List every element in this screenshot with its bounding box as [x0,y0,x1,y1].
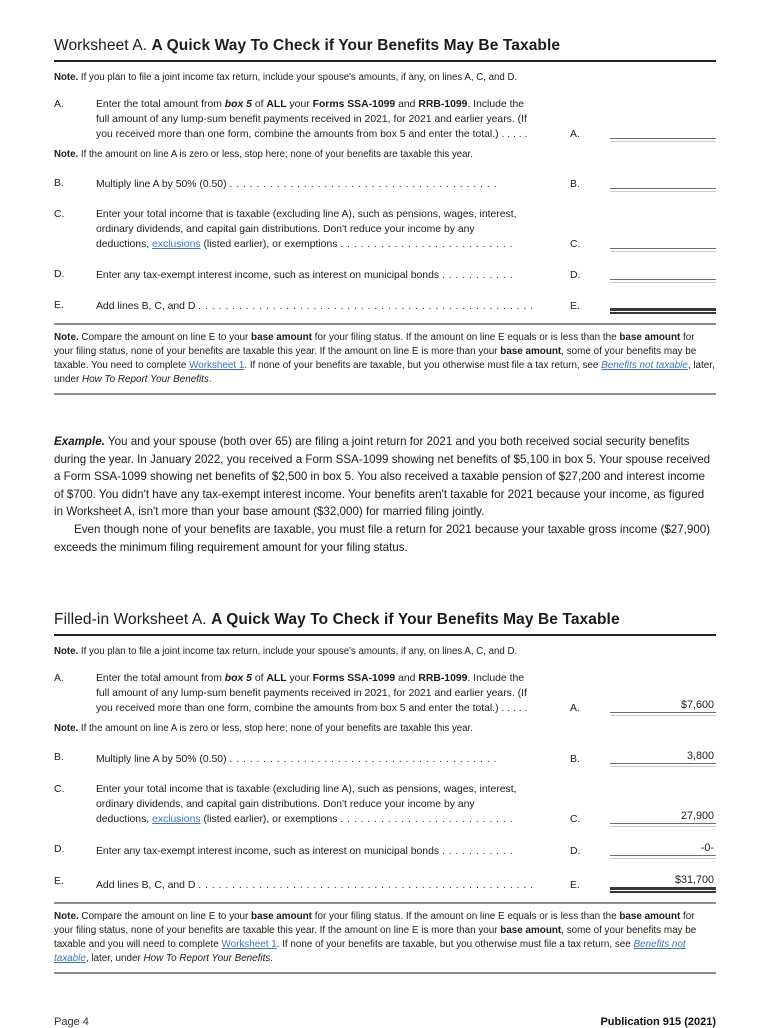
worksheet-rows [54,671,716,893]
entry-hairline [610,312,716,314]
line-b-value [610,176,716,189]
page-footer [54,1016,716,1028]
worksheet-title-main: A Quick Way To Check if Your Benefits May Be Taxable [151,37,561,54]
entry-hairline [610,766,716,767]
line-a-letter: A. [54,673,64,685]
line-a-letter-right: A. [570,129,580,140]
example-paragraph-2: Even though none of your benefits are taxable, you must file a return for 2021 because your taxable gross income ($27,900) exceeds the minimum filing requirement amount for your filing status. [54,522,711,554]
worksheet-1-link[interactable]: Worksheet 1 [189,360,245,371]
line-e-letter-right: E. [570,880,580,892]
line-d-letter-right: D. [570,270,581,281]
filled-worksheet-title [54,610,716,629]
line-c-letter-right: C. [570,239,581,250]
worksheet-line-d [54,842,716,859]
worksheet-line-e [54,874,716,893]
line-d-description: Enter any tax-exempt interest income, such as interest on municipal bonds . . . . . . . . . . . [96,270,514,281]
worksheet-line-c [54,207,716,252]
line-c-letter: C. [54,209,65,220]
entry-hairline [610,715,716,716]
line-e-description: Add lines B, C, and D . . . . . . . . . . . . . . . . . . . . . . . . . . . . . . . . . . . . . . . . . . . . . . . . . . [96,301,534,312]
benefits-not-taxable-link[interactable]: Benefits not taxable [601,360,688,371]
line-d-entry [610,267,716,283]
line-c-letter: C. [54,784,65,796]
line-d-letter: D. [54,844,65,856]
line-d-entry [610,842,716,859]
worksheet-top-note: Note. If you plan to file a joint income tax return, include your spouse's amounts, if any, on lines A, C, and D. [54,646,518,658]
line-e-description: Add lines B, C, and D . . . . . . . . . . . . . . . . . . . . . . . . . . . . . . . . . . . . . . . . . . . . . . . . . . [96,880,534,892]
line-a-note: Note. If the amount on line A is zero or less, stop here; none of your benefits are taxable this year. [54,149,473,160]
line-e-value: $31,700 [610,874,716,890]
line-e-entry [610,298,716,314]
entry-hairline [610,858,716,859]
worksheet-top-note: Note. If you plan to file a joint income tax return, include your spouse's amounts, if any, on lines A, C, and D. [54,72,518,83]
worksheet-line-e [54,298,716,314]
line-a-entry [610,126,716,142]
line-e-entry [610,874,716,893]
line-c-entry [610,236,716,252]
line-b-entry [610,176,716,192]
line-d-description: Enter any tax-exempt interest income, such as interest on municipal bonds . . . . . . . . . . . [96,846,514,858]
page-number: Page 4 [54,1016,89,1028]
line-d-letter-right: D. [570,846,581,858]
worksheet-a-title [54,36,716,55]
entry-hairline [610,826,716,827]
line-a-description: Enter the total amount from box 5 of ALL your Forms SSA-1099 and RRB-1099. Include the full amount of any lump-sum benefit payments received in 2021, for 2021 and earlier years. (If you received more than one form, combine the amounts from box 5 and enter the total.) . . . . . [96,673,528,715]
worksheet-a [54,36,716,395]
worksheet-line-c [54,782,716,827]
line-b-letter: B. [54,178,64,189]
line-b-description: Multiply line A by 50% (0.50) . . . . . . . . . . . . . . . . . . . . . . . . . . . . . . . . . . . . . . . . [96,179,497,190]
line-b-letter-right: B. [570,754,580,766]
line-b-letter: B. [54,752,64,764]
benefits-not-taxable-link[interactable]: Benefits not taxable [54,939,686,965]
title-rule [54,60,716,62]
section-rule [54,393,716,395]
example-block [54,433,716,556]
title-rule [54,634,716,636]
line-e-value [610,298,716,311]
section-rule [54,323,716,325]
entry-hairline [610,282,716,283]
worksheet-line-a [54,97,716,142]
entry-hairline [610,891,716,893]
worksheet-bottom-note: Note. Compare the amount on line E to your base amount for your filing status. If the amount on line E equals or is less than the base amount for your filing status, none of your benefits are taxable this year. If the amount on line E is more than your base amount, some of your benefits may be taxable and you will need to complete Worksheet 1. If none of your benefits are taxable, but you otherwise must file a tax return, see Benefits not taxable, later, under How To Report Your Benefits. [54,911,697,965]
worksheet-rows [54,97,716,314]
line-a-letter-right: A. [570,703,580,715]
line-e-letter-right: E. [570,301,580,312]
line-d-value [610,267,716,280]
publication-label: Publication 915 (2021) [600,1016,716,1028]
example-paragraph-1: Example. You and your spouse (both over 65) are filing a joint return for 2021 and you both received social security benefits during the year. In January 2022, you received a Form SSA-1099 showing net benefits of $5,100 in box 5. Your spouse received a Form SSA-1099 showing net benefits of $2,500 in box 5. You also received a taxable pension of $27,200 and interest income of $700. You didn't have any tax-exempt interest income. Your benefits aren't taxable for 2021 because your income, as figured in Worksheet A, isn't more than your base amount ($32,000) for married filing jointly. [54,435,711,519]
line-b-letter-right: B. [570,179,580,190]
worksheet-line-b [54,750,716,767]
entry-hairline [610,141,716,142]
worksheet-line-b [54,176,716,192]
worksheet-1-link[interactable]: Worksheet 1 [221,939,277,951]
line-e-letter: E. [54,876,64,888]
line-c-value [610,236,716,249]
worksheet-line-a [54,671,716,716]
worksheet-title-prefix: Worksheet A. [54,37,148,54]
exclusions-link[interactable]: exclusions [152,814,201,826]
filled-in-worksheet-a [54,610,716,974]
section-rule [54,902,716,904]
line-b-entry [610,750,716,767]
line-d-letter: D. [54,269,65,280]
line-a-note: Note. If the amount on line A is zero or less, stop here; none of your benefits are taxable this year. [54,723,473,735]
line-a-entry [610,699,716,716]
line-a-value [610,126,716,139]
line-c-value: 27,900 [610,810,716,824]
worksheet-title-main: A Quick Way To Check if Your Benefits May Be Taxable [211,611,620,629]
line-b-value: 3,800 [610,750,716,764]
line-c-letter-right: C. [570,814,581,826]
line-c-entry [610,810,716,827]
line-c-description: Enter your total income that is taxable (excluding line A), such as pensions, wages, interest, ordinary dividends, and capital gain distributions. Don't reduce your income by any deductions, exclusions (listed earlier), or exemptions . . . . . . . . . . . . . . . . . . . . . . . . . . [96,784,517,826]
entry-hairline [610,191,716,192]
worksheet-title-prefix: Filled-in Worksheet A. [54,611,207,629]
line-a-description: Enter the total amount from box 5 of ALL your Forms SSA-1099 and RRB-1099. Include the full amount of any lump-sum benefit payments received in 2021, for 2021 and earlier years. (If you received more than one form, combine the amounts from box 5 and enter the total.) . . . . . [96,99,528,140]
line-e-letter: E. [54,300,64,311]
line-a-value: $7,600 [610,699,716,713]
section-rule [54,972,716,974]
worksheet-bottom-note: Note. Compare the amount on line E to your base amount for your filing status. If the amount on line E equals or is less than the base amount for your filing status, none of your benefits are taxable this year. If the amount on line E is more than your base amount, some of your benefits may be taxable. You need to complete Worksheet 1. If none of your benefits are taxable, but you otherwise must file a tax return, see Benefits not taxable, later, under How To Report Your Benefits. [54,332,715,385]
line-d-value: -0- [610,842,716,856]
exclusions-link[interactable]: exclusions [152,239,201,250]
line-c-description: Enter your total income that is taxable (excluding line A), such as pensions, wages, interest, ordinary dividends, and capital gain distributions. Don't reduce your income by any deductions, exclusions (listed earlier), or exemptions . . . . . . . . . . . . . . . . . . . . . . . . . . [96,209,517,250]
line-a-letter: A. [54,99,64,110]
entry-hairline [610,251,716,252]
line-b-description: Multiply line A by 50% (0.50) . . . . . . . . . . . . . . . . . . . . . . . . . . . . . . . . . . . . . . . . [96,754,497,766]
worksheet-line-d [54,267,716,283]
